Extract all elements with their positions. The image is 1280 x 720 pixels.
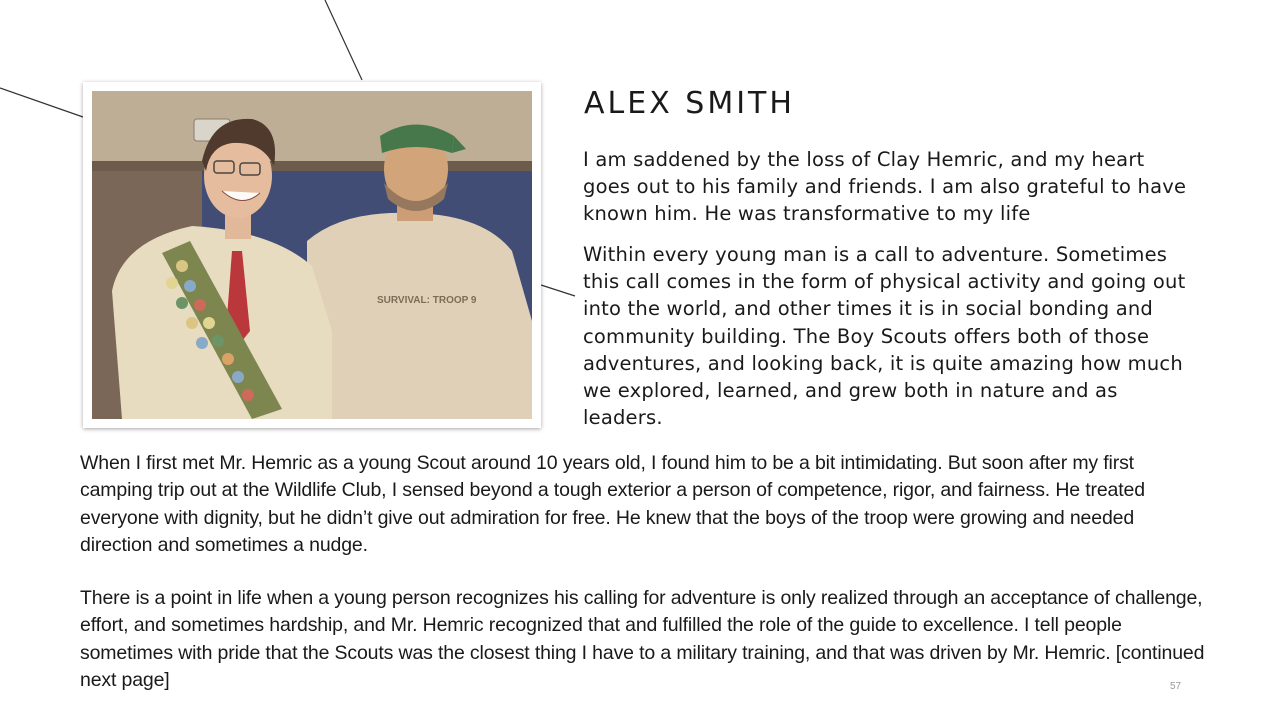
page-title: ALEX SMITH — [584, 86, 795, 121]
shirt-print: SURVIVAL: TROOP 9 — [377, 295, 477, 306]
calling-paragraph: There is a point in life when a young person recognizes his calling for adventure is only realized through an acceptance of challenge, effort, and sometimes hardship, and Mr. Hemric recognized that and fulfilled the role of the guide to excellence. I tell people sometimes with pride that the Scouts was the closest thing I have to a military training, and that was driven by Mr. Hemric. [continued next page] — [80, 587, 1205, 691]
scout-photo — [92, 91, 532, 419]
first-meeting-paragraph: When I first met Mr. Hemric as a young Scout around 10 years old, I found him to be a bit intimidating. But soon after my first camping trip out at the Wildlife Club, I sensed beyond a tough exterior a person of competence, rigor, and fairness. He treated everyone with dignity, but he didn’t give out admiration for free. He knew that the boys of the troop were growing and needed direction and sometimes a nudge. — [80, 452, 1145, 556]
adventure-paragraph: Within every young man is a call to adventure. Sometimes this call comes in the form of physical activity and going out into the world, and other times it is in social bonding and community building. The Boy Scouts offers both of those adventures, and looking back, it is quite amazing how much we explored, learned, and grew both in nature and as leaders. — [583, 243, 1186, 430]
page-number: 57 — [1170, 681, 1182, 692]
intro-paragraph: I am saddened by the loss of Clay Hemric, and my heart goes out to his family and friends. I am also grateful to have known him. He was transformative to my life — [583, 148, 1187, 226]
photo-frame — [83, 82, 541, 428]
